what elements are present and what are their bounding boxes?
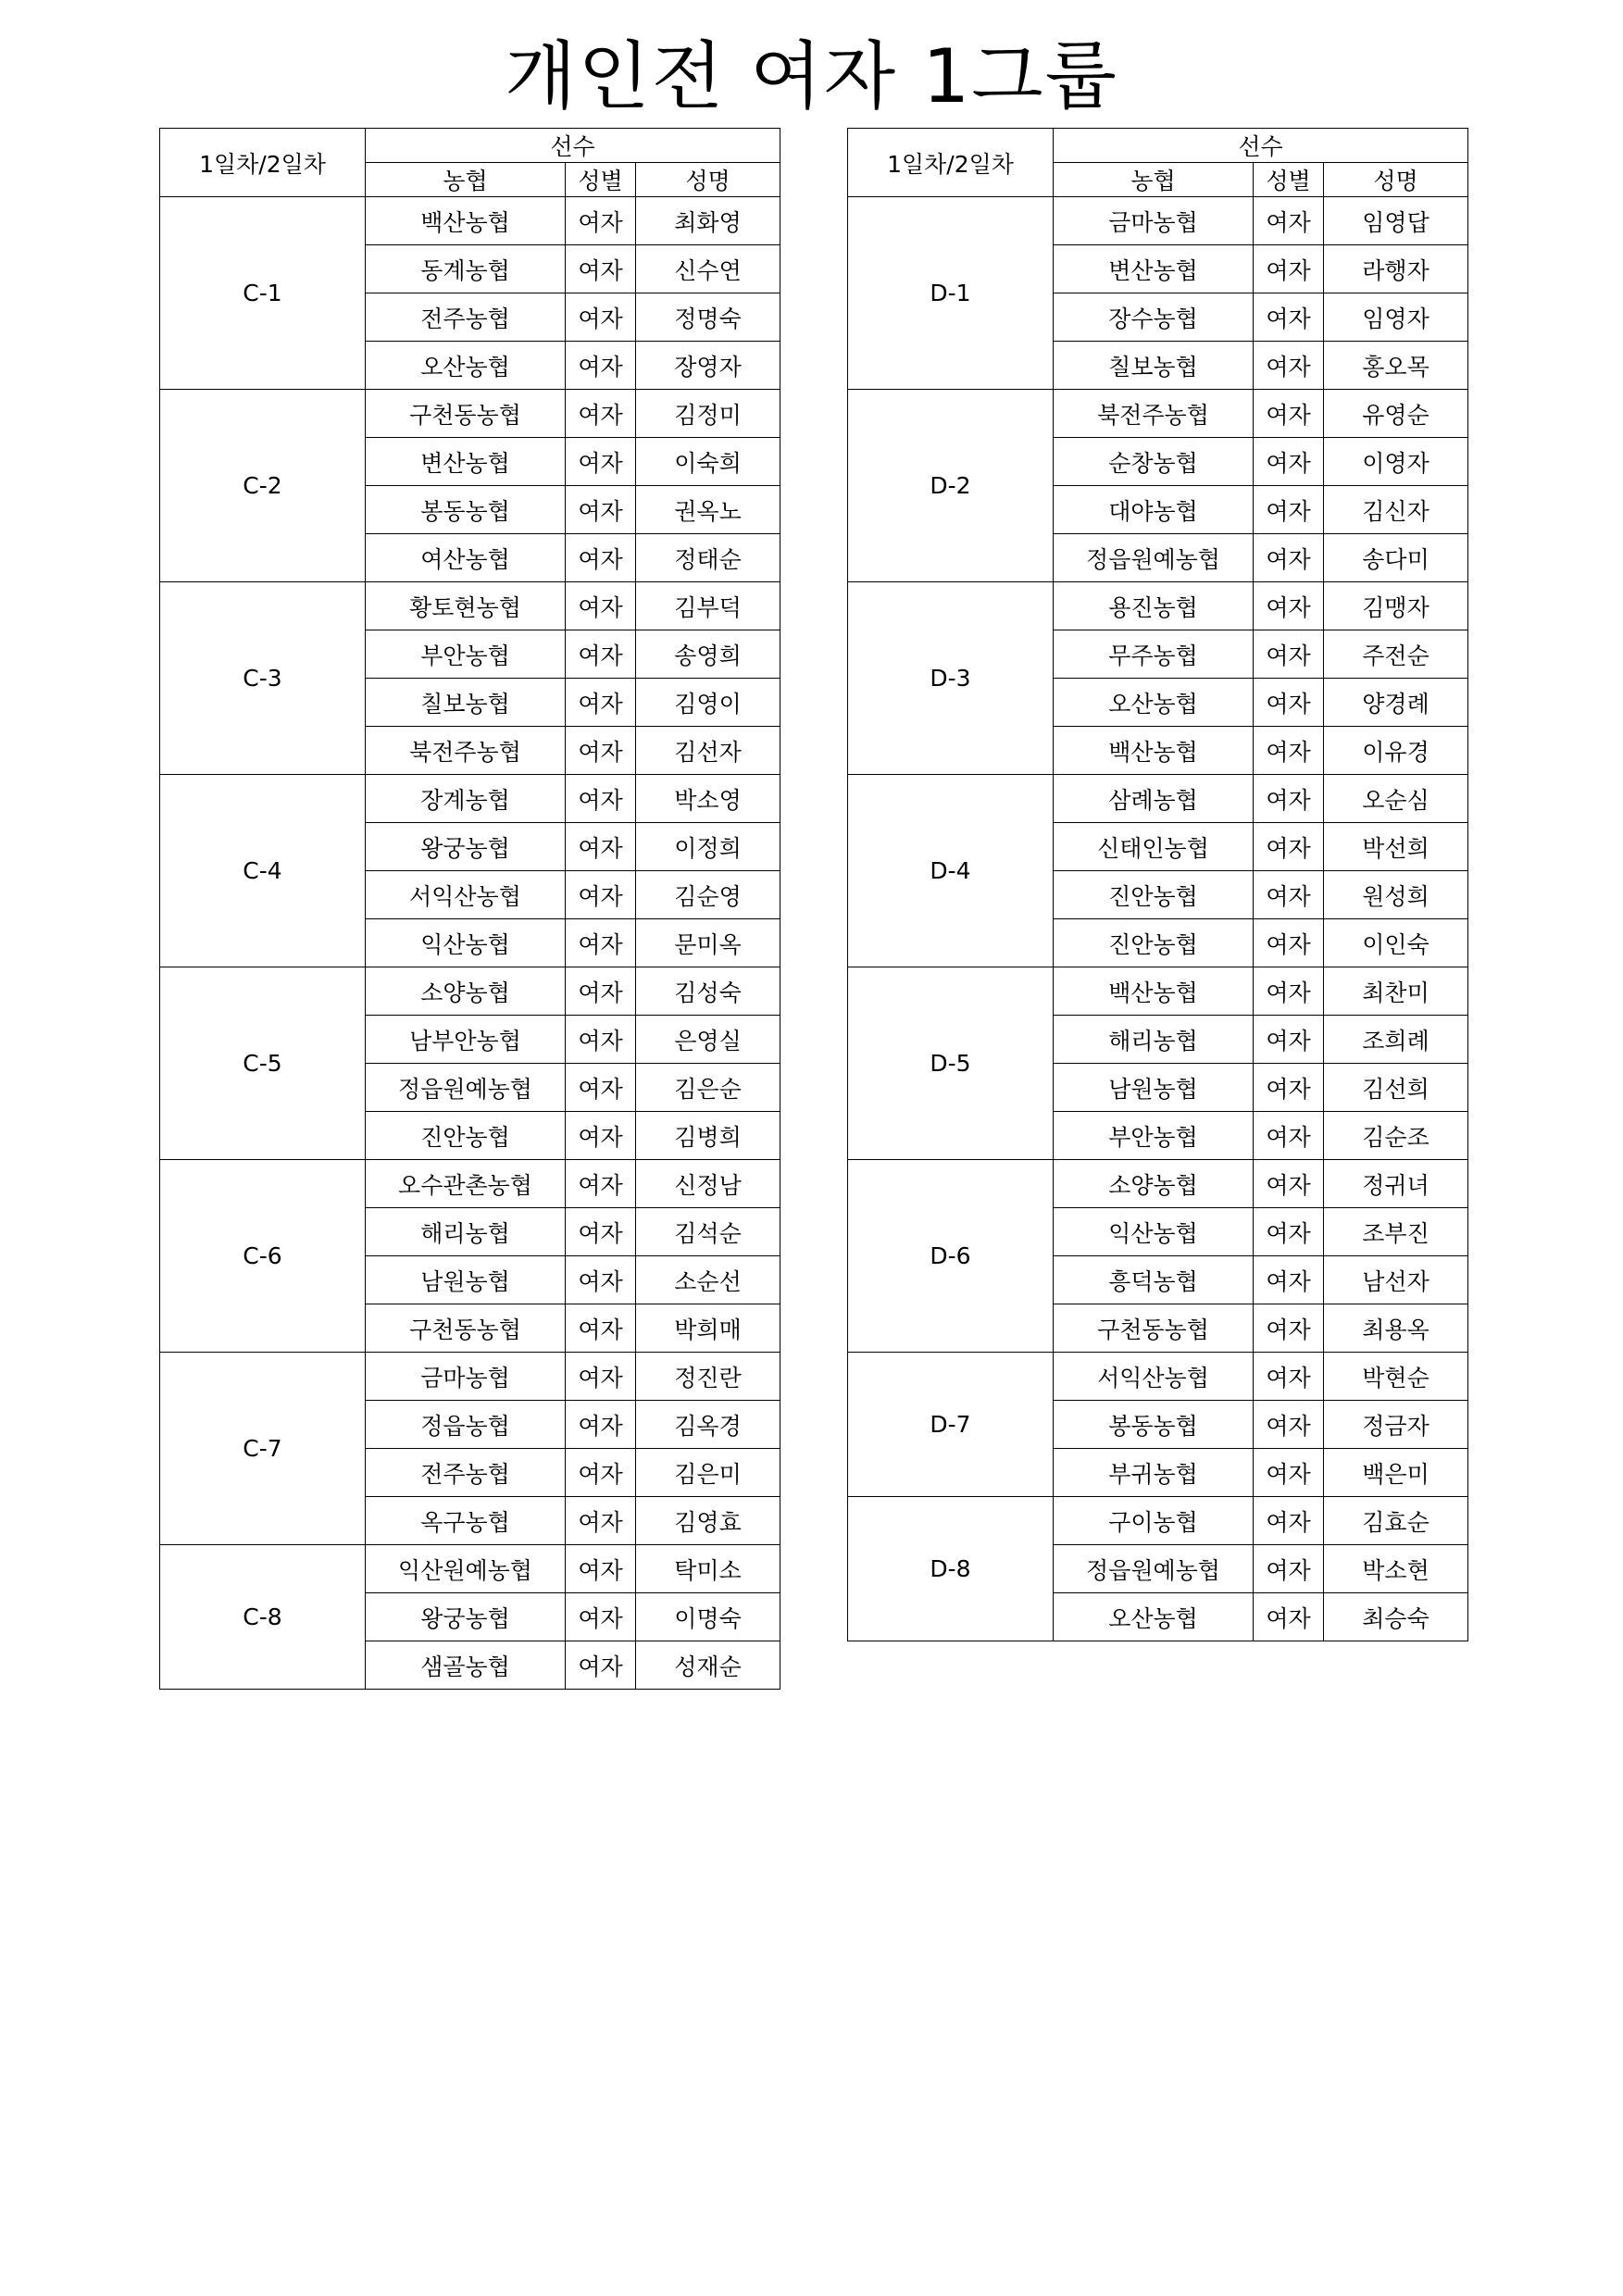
name-cell: 최찬미 <box>1324 967 1468 1016</box>
gender-cell: 여자 <box>1254 1256 1324 1304</box>
club-cell: 봉동농협 <box>1054 1401 1254 1449</box>
group-label: D-6 <box>848 1160 1054 1353</box>
group-label: C-8 <box>160 1545 366 1690</box>
name-cell: 유영순 <box>1324 390 1468 438</box>
group-label: C-6 <box>160 1160 366 1353</box>
gender-cell: 여자 <box>1254 1353 1324 1401</box>
table-row <box>160 197 780 245</box>
gender-cell: 여자 <box>566 390 636 438</box>
name-cell: 조희례 <box>1324 1016 1468 1064</box>
table-row <box>160 967 780 1016</box>
club-cell: 왕궁농협 <box>366 823 566 871</box>
header-name: 성명 <box>1324 163 1468 197</box>
gender-cell: 여자 <box>1254 1593 1324 1641</box>
gender-cell: 여자 <box>1254 871 1324 919</box>
club-cell: 오산농협 <box>366 342 566 390</box>
club-cell: 부귀농협 <box>1054 1449 1254 1497</box>
gender-cell: 여자 <box>566 679 636 727</box>
group-label: C-5 <box>160 967 366 1160</box>
table-row <box>160 1545 780 1593</box>
club-cell: 오산농협 <box>1054 1593 1254 1641</box>
gender-cell: 여자 <box>1254 486 1324 534</box>
gender-cell: 여자 <box>566 1641 636 1690</box>
club-cell: 변산농협 <box>1054 245 1254 293</box>
name-cell: 김선자 <box>636 727 780 775</box>
name-cell: 송다미 <box>1324 534 1468 582</box>
gender-cell: 여자 <box>566 775 636 823</box>
gender-cell: 여자 <box>1254 919 1324 967</box>
gender-cell: 여자 <box>1254 390 1324 438</box>
club-cell: 동계농협 <box>366 245 566 293</box>
gender-cell: 여자 <box>566 1593 636 1641</box>
gender-cell: 여자 <box>1254 967 1324 1016</box>
group-table-c <box>159 128 780 1690</box>
club-cell: 장수농협 <box>1054 293 1254 342</box>
gender-cell: 여자 <box>1254 1016 1324 1064</box>
group-label: D-1 <box>848 197 1054 390</box>
club-cell: 남부안농협 <box>366 1016 566 1064</box>
club-cell: 서익산농협 <box>1054 1353 1254 1401</box>
header-player: 선수 <box>366 129 780 163</box>
table-row <box>848 775 1468 823</box>
group-label: C-4 <box>160 775 366 967</box>
group-label: C-2 <box>160 390 366 582</box>
club-cell: 금마농협 <box>366 1353 566 1401</box>
table-row <box>848 197 1468 245</box>
gender-cell: 여자 <box>1254 197 1324 245</box>
gender-cell: 여자 <box>1254 438 1324 486</box>
club-cell: 삼례농협 <box>1054 775 1254 823</box>
name-cell: 임영자 <box>1324 293 1468 342</box>
name-cell: 박희매 <box>636 1304 780 1353</box>
table-row <box>160 775 780 823</box>
name-cell: 김영이 <box>636 679 780 727</box>
club-cell: 대야농협 <box>1054 486 1254 534</box>
club-cell: 구이농협 <box>1054 1497 1254 1545</box>
gender-cell: 여자 <box>566 1016 636 1064</box>
name-cell: 신수연 <box>636 245 780 293</box>
page-title: 개인전 여자 1그룹 <box>505 33 1118 119</box>
name-cell: 탁미소 <box>636 1545 780 1593</box>
name-cell: 이유경 <box>1324 727 1468 775</box>
gender-cell: 여자 <box>566 438 636 486</box>
gender-cell: 여자 <box>566 582 636 630</box>
gender-cell: 여자 <box>566 919 636 967</box>
club-cell: 무주농협 <box>1054 630 1254 679</box>
name-cell: 정귀녀 <box>1324 1160 1468 1208</box>
club-cell: 구천동농협 <box>366 1304 566 1353</box>
table-row <box>848 1160 1468 1208</box>
club-cell: 샘골농협 <box>366 1641 566 1690</box>
gender-cell: 여자 <box>1254 630 1324 679</box>
club-cell: 정읍농협 <box>366 1401 566 1449</box>
header-club: 농협 <box>366 163 566 197</box>
name-cell: 김영효 <box>636 1497 780 1545</box>
gender-cell: 여자 <box>566 1208 636 1256</box>
club-cell: 봉동농협 <box>366 486 566 534</box>
club-cell: 진안농협 <box>1054 919 1254 967</box>
name-cell: 박소현 <box>1324 1545 1468 1593</box>
name-cell: 김성숙 <box>636 967 780 1016</box>
gender-cell: 여자 <box>566 245 636 293</box>
gender-cell: 여자 <box>566 1401 636 1449</box>
group-label: C-1 <box>160 197 366 390</box>
club-cell: 북전주농협 <box>1054 390 1254 438</box>
gender-cell: 여자 <box>566 1353 636 1401</box>
table-row <box>160 1160 780 1208</box>
club-cell: 칠보농협 <box>1054 342 1254 390</box>
name-cell: 은영실 <box>636 1016 780 1064</box>
gender-cell: 여자 <box>1254 1497 1324 1545</box>
club-cell: 백산농협 <box>1054 727 1254 775</box>
name-cell: 김부덕 <box>636 582 780 630</box>
name-cell: 남선자 <box>1324 1256 1468 1304</box>
gender-cell: 여자 <box>1254 823 1324 871</box>
club-cell: 서익산농협 <box>366 871 566 919</box>
club-cell: 흥덕농협 <box>1054 1256 1254 1304</box>
club-cell: 부안농협 <box>366 630 566 679</box>
gender-cell: 여자 <box>566 1497 636 1545</box>
name-cell: 최승숙 <box>1324 1593 1468 1641</box>
gender-cell: 여자 <box>1254 1401 1324 1449</box>
header-round: 1일차/2일차 <box>848 129 1054 197</box>
header-club: 농협 <box>1054 163 1254 197</box>
name-cell: 김선희 <box>1324 1064 1468 1112</box>
name-cell: 이정희 <box>636 823 780 871</box>
club-cell: 옥구농협 <box>366 1497 566 1545</box>
club-cell: 부안농협 <box>1054 1112 1254 1160</box>
club-cell: 익산농협 <box>1054 1208 1254 1256</box>
name-cell: 성재순 <box>636 1641 780 1690</box>
gender-cell: 여자 <box>566 1256 636 1304</box>
name-cell: 조부진 <box>1324 1208 1468 1256</box>
table-row <box>848 1497 1468 1545</box>
name-cell: 이영자 <box>1324 438 1468 486</box>
name-cell: 김석순 <box>636 1208 780 1256</box>
gender-cell: 여자 <box>566 1112 636 1160</box>
club-cell: 칠보농협 <box>366 679 566 727</box>
name-cell: 정명숙 <box>636 293 780 342</box>
group-label: C-3 <box>160 582 366 775</box>
table-row <box>160 390 780 438</box>
name-cell: 김순조 <box>1324 1112 1468 1160</box>
header-name: 성명 <box>636 163 780 197</box>
gender-cell: 여자 <box>1254 1112 1324 1160</box>
club-cell: 익산원예농협 <box>366 1545 566 1593</box>
club-cell: 정읍원예농협 <box>366 1064 566 1112</box>
club-cell: 오산농협 <box>1054 679 1254 727</box>
table-row <box>848 390 1468 438</box>
gender-cell: 여자 <box>1254 1160 1324 1208</box>
club-cell: 해리농협 <box>1054 1016 1254 1064</box>
table-row <box>160 582 780 630</box>
gender-cell: 여자 <box>1254 1449 1324 1497</box>
name-cell: 김옥경 <box>636 1401 780 1449</box>
header-round: 1일차/2일차 <box>160 129 366 197</box>
gender-cell: 여자 <box>566 534 636 582</box>
club-cell: 황토현농협 <box>366 582 566 630</box>
club-cell: 익산농협 <box>366 919 566 967</box>
name-cell: 정금자 <box>1324 1401 1468 1449</box>
club-cell: 남원농협 <box>366 1256 566 1304</box>
gender-cell: 여자 <box>566 823 636 871</box>
gender-cell: 여자 <box>566 871 636 919</box>
name-cell: 백은미 <box>1324 1449 1468 1497</box>
club-cell: 구천동농협 <box>1054 1304 1254 1353</box>
club-cell: 변산농협 <box>366 438 566 486</box>
club-cell: 정읍원예농협 <box>1054 1545 1254 1593</box>
club-cell: 왕궁농협 <box>366 1593 566 1641</box>
gender-cell: 여자 <box>1254 679 1324 727</box>
name-cell: 박소영 <box>636 775 780 823</box>
name-cell: 최화영 <box>636 197 780 245</box>
gender-cell: 여자 <box>1254 245 1324 293</box>
gender-cell: 여자 <box>1254 775 1324 823</box>
name-cell: 김은순 <box>636 1064 780 1112</box>
name-cell: 정진란 <box>636 1353 780 1401</box>
name-cell: 최용옥 <box>1324 1304 1468 1353</box>
club-cell: 해리농협 <box>366 1208 566 1256</box>
club-cell: 금마농협 <box>1054 197 1254 245</box>
name-cell: 김병희 <box>636 1112 780 1160</box>
club-cell: 신태인농협 <box>1054 823 1254 871</box>
name-cell: 양경례 <box>1324 679 1468 727</box>
group-label: D-4 <box>848 775 1054 967</box>
gender-cell: 여자 <box>566 1449 636 1497</box>
table-row <box>848 1353 1468 1401</box>
gender-cell: 여자 <box>566 1545 636 1593</box>
name-cell: 정태순 <box>636 534 780 582</box>
gender-cell: 여자 <box>1254 534 1324 582</box>
gender-cell: 여자 <box>1254 1208 1324 1256</box>
name-cell: 임영답 <box>1324 197 1468 245</box>
gender-cell: 여자 <box>1254 727 1324 775</box>
club-cell: 구천동농협 <box>366 390 566 438</box>
name-cell: 장영자 <box>636 342 780 390</box>
club-cell: 정읍원예농협 <box>1054 534 1254 582</box>
name-cell: 박선희 <box>1324 823 1468 871</box>
name-cell: 신정남 <box>636 1160 780 1208</box>
gender-cell: 여자 <box>566 342 636 390</box>
header-gender: 성별 <box>1254 163 1324 197</box>
club-cell: 오수관촌농협 <box>366 1160 566 1208</box>
club-cell: 소양농협 <box>366 967 566 1016</box>
name-cell: 권옥노 <box>636 486 780 534</box>
table-row <box>848 967 1468 1016</box>
name-cell: 오순심 <box>1324 775 1468 823</box>
table-row <box>848 582 1468 630</box>
group-label: D-2 <box>848 390 1054 582</box>
club-cell: 용진농협 <box>1054 582 1254 630</box>
name-cell: 김효순 <box>1324 1497 1468 1545</box>
gender-cell: 여자 <box>566 630 636 679</box>
gender-cell: 여자 <box>566 197 636 245</box>
gender-cell: 여자 <box>1254 293 1324 342</box>
name-cell: 문미옥 <box>636 919 780 967</box>
club-cell: 순창농협 <box>1054 438 1254 486</box>
gender-cell: 여자 <box>566 486 636 534</box>
header-player: 선수 <box>1054 129 1468 163</box>
name-cell: 주전순 <box>1324 630 1468 679</box>
gender-cell: 여자 <box>566 1064 636 1112</box>
club-cell: 전주농협 <box>366 1449 566 1497</box>
club-cell: 여산농협 <box>366 534 566 582</box>
gender-cell: 여자 <box>1254 1304 1324 1353</box>
name-cell: 소순선 <box>636 1256 780 1304</box>
club-cell: 전주농협 <box>366 293 566 342</box>
name-cell: 이명숙 <box>636 1593 780 1641</box>
name-cell: 박현순 <box>1324 1353 1468 1401</box>
gender-cell: 여자 <box>1254 342 1324 390</box>
group-label: D-3 <box>848 582 1054 775</box>
gender-cell: 여자 <box>1254 582 1324 630</box>
name-cell: 김은미 <box>636 1449 780 1497</box>
name-cell: 김정미 <box>636 390 780 438</box>
gender-cell: 여자 <box>566 293 636 342</box>
club-cell: 소양농협 <box>1054 1160 1254 1208</box>
table-row <box>160 1353 780 1401</box>
name-cell: 김맹자 <box>1324 582 1468 630</box>
gender-cell: 여자 <box>566 1304 636 1353</box>
name-cell: 이인숙 <box>1324 919 1468 967</box>
group-table-d <box>847 128 1468 1641</box>
club-cell: 백산농협 <box>1054 967 1254 1016</box>
group-label: D-5 <box>848 967 1054 1160</box>
name-cell: 이숙희 <box>636 438 780 486</box>
club-cell: 진안농협 <box>1054 871 1254 919</box>
name-cell: 송영희 <box>636 630 780 679</box>
name-cell: 김신자 <box>1324 486 1468 534</box>
gender-cell: 여자 <box>1254 1064 1324 1112</box>
group-label: C-7 <box>160 1353 366 1545</box>
name-cell: 라행자 <box>1324 245 1468 293</box>
club-cell: 남원농협 <box>1054 1064 1254 1112</box>
club-cell: 진안농협 <box>366 1112 566 1160</box>
club-cell: 백산농협 <box>366 197 566 245</box>
club-cell: 장계농협 <box>366 775 566 823</box>
gender-cell: 여자 <box>566 1160 636 1208</box>
header-gender: 성별 <box>566 163 636 197</box>
club-cell: 북전주농협 <box>366 727 566 775</box>
gender-cell: 여자 <box>1254 1545 1324 1593</box>
group-label: D-8 <box>848 1497 1054 1641</box>
group-label: D-7 <box>848 1353 1054 1497</box>
name-cell: 원성희 <box>1324 871 1468 919</box>
gender-cell: 여자 <box>566 727 636 775</box>
gender-cell: 여자 <box>566 967 636 1016</box>
name-cell: 김순영 <box>636 871 780 919</box>
name-cell: 홍오목 <box>1324 342 1468 390</box>
